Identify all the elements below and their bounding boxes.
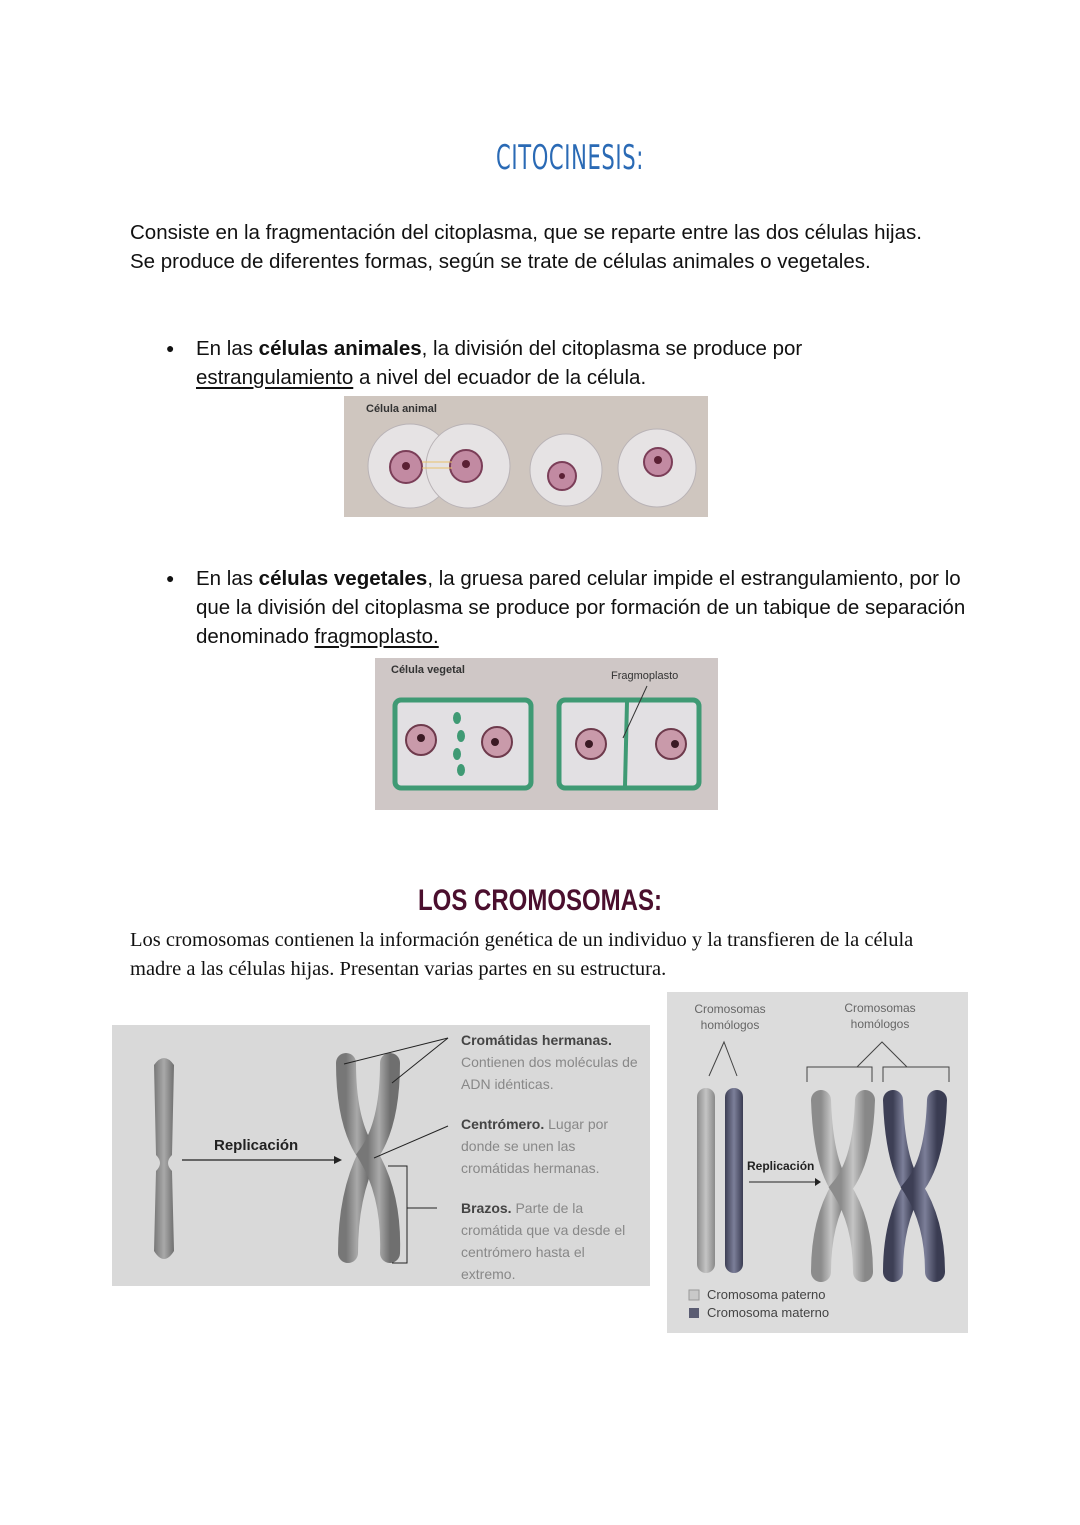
arrow-label: Replicación [214,1137,299,1154]
bullet-animal [166,334,956,392]
text: En las [196,337,259,360]
underlined-text: fragmoplasto. [314,625,439,648]
part-desc: Contienen dos moléculas de ADN idénticas. [461,1054,638,1092]
bold-text: células animales [258,337,422,360]
label-homologos-right: Cromosomas homólogos [844,1001,916,1031]
part-brazos [461,1197,641,1285]
bullet-dot: ● [166,570,175,586]
section-title-cromosomas: LOS CROMOSOMAS: [418,884,662,917]
figure-chromosome-structure [112,1025,650,1286]
figure-plant-cell [375,658,718,810]
part-name: Cromátidas hermanas. [461,1032,612,1048]
figure-callout: Fragmoplasto [611,670,679,682]
bullet-dot: ● [166,340,175,356]
text: En las [196,567,259,590]
legend-paterno: Cromosoma paterno [707,1287,826,1302]
bullet-vegetal [166,564,966,651]
label-homologos-left: Cromosomas homólogos [694,1002,766,1032]
figure-animal-cell [344,396,708,517]
homologous-illustration [667,992,968,1333]
part-name: Brazos. [461,1200,512,1216]
figure-label: Célula animal [366,403,437,415]
figure-label: Célula vegetal [391,664,465,676]
legend-materno: Cromosoma materno [707,1305,830,1320]
text: , la división del citoplasma se produce por [421,337,803,360]
part-desc: Lugar por donde se unen las cromátidas hermanas. [461,1116,609,1176]
text: , la gruesa pared celular impide el estrangulamiento, por lo que la división del citoplasma se produce por formación de un tabique de separación denominado [196,567,966,648]
underlined-text: estrangulamiento [196,366,354,389]
part-desc: Parte de la cromátida que va desde el centrómero hasta el extremo. [461,1200,626,1282]
bold-text: células vegetales [258,567,428,590]
figure-homologous-chromosomes [667,992,968,1333]
cromosomas-intro: Los cromosomas contienen la información genética de un individuo y la transfieren de la célula madre a las células hijas. Presentan varias partes en su estructura. [130,929,914,980]
arrow-label: Replicación [747,1159,815,1173]
section-title-citocinesis: CITOCINESIS: [496,138,644,178]
part-name: Centrómero. [461,1116,545,1132]
part-centromero [461,1113,641,1179]
citocinesis-intro: Consiste en la fragmentación del citoplasma, que se reparte entre las dos células hijas. Se produce de diferentes formas, según se trate de células animales o vegetales. [130,221,922,273]
part-cromatidas [461,1029,641,1095]
text: a nivel del ecuador de la célula. [353,366,647,389]
